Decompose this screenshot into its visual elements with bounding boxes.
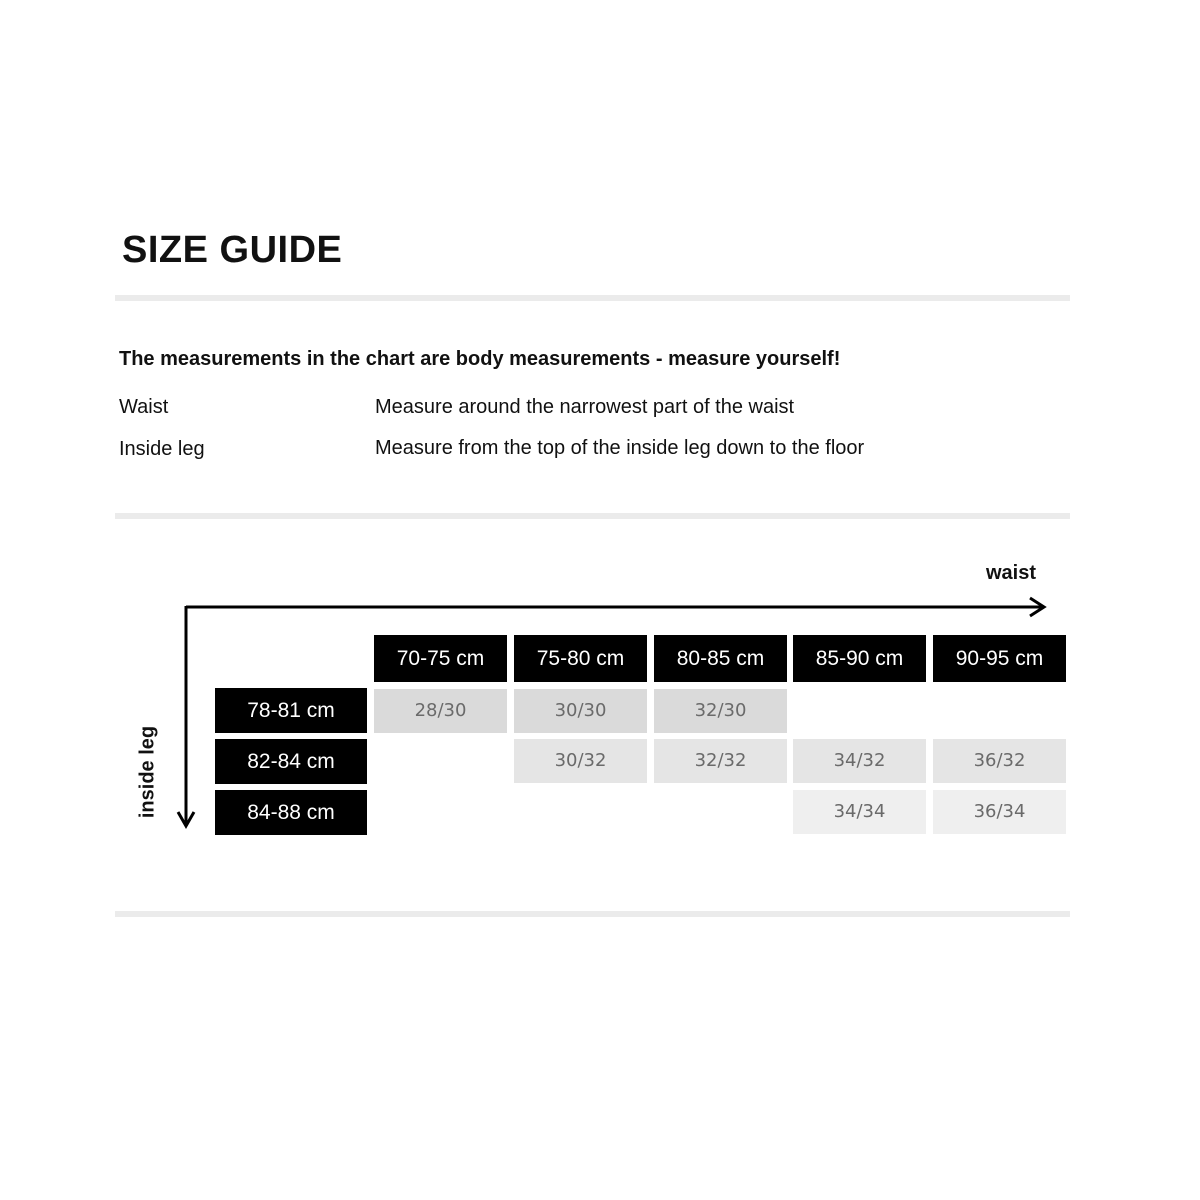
- size-cell: 30/30: [514, 689, 647, 733]
- waist-header-80-85: 80-85 cm: [654, 635, 787, 682]
- definition-description-inside-leg: Measure from the top of the inside leg down to the floor: [375, 437, 865, 459]
- inside-leg-header-84-88: 84-88 cm: [215, 790, 367, 835]
- size-cell: 36/34: [933, 790, 1066, 834]
- size-cell: 34/32: [793, 739, 926, 783]
- divider-bottom: [115, 911, 1070, 917]
- size-cell: 34/34: [793, 790, 926, 834]
- size-cell: 32/32: [654, 739, 787, 783]
- inside-leg-axis-label: inside leg: [136, 725, 159, 819]
- waist-axis-label: waist: [986, 562, 1037, 584]
- definition-term-inside-leg: Inside leg: [119, 438, 205, 460]
- size-cell: 36/32: [933, 739, 1066, 783]
- size-cell: 28/30: [374, 689, 507, 733]
- page-title: SIZE GUIDE: [122, 229, 343, 271]
- waist-header-75-80: 75-80 cm: [514, 635, 647, 682]
- definition-term-waist: Waist: [119, 396, 169, 418]
- size-cell: 32/30: [654, 689, 787, 733]
- waist-header-90-95: 90-95 cm: [933, 635, 1066, 682]
- inside-leg-header-82-84: 82-84 cm: [215, 739, 367, 784]
- inside-leg-header-78-81: 78-81 cm: [215, 688, 367, 733]
- definition-description-waist: Measure around the narrowest part of the waist: [375, 396, 795, 418]
- size-cell: 30/32: [514, 739, 647, 783]
- intro-text: The measurements in the chart are body measurements - measure yourself!: [119, 348, 841, 370]
- waist-header-85-90: 85-90 cm: [793, 635, 926, 682]
- waist-header-70-75: 70-75 cm: [374, 635, 507, 682]
